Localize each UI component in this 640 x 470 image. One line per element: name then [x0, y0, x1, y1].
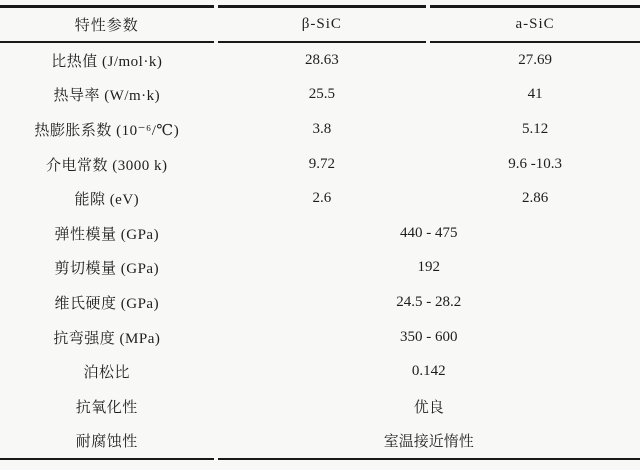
value-cell-a-sic: 9.6 -10.3 [508, 155, 562, 172]
row-label: 泊松比 [83, 365, 131, 382]
row-label: 能隙 (eV) [74, 192, 140, 209]
column-header-2: a-SiC [430, 5, 640, 43]
table-row [0, 78, 640, 113]
row-label: 维氏硬度 (GPa) [54, 295, 160, 312]
value-cell-merged: 192 [417, 259, 441, 276]
table-row [0, 320, 640, 355]
row-label: 热膨胀系数 (10⁻⁶/℃) [34, 122, 180, 139]
row-label: 耐腐蚀性 [0, 424, 214, 461]
row-label: 抗氧化性 [75, 399, 138, 416]
sic-properties-table [0, 5, 640, 460]
row-label: 介电常数 (3000 k) [46, 157, 168, 174]
value-cell-a-sic: 2.86 [521, 190, 549, 207]
value-cell-beta-sic: 9.72 [308, 155, 335, 172]
table-row [0, 389, 640, 424]
value-cell-merged: 0.142 [411, 363, 446, 380]
value-cell-merged: 24.5 - 28.2 [396, 293, 462, 310]
table-row [0, 251, 640, 286]
table-row [0, 216, 640, 251]
value-cell-beta-sic: 2.6 [312, 190, 332, 207]
value-cell-beta-sic: 28.63 [305, 51, 339, 68]
table-row [0, 285, 640, 320]
value-cell-a-sic: 27.69 [518, 51, 552, 68]
row-label: 热导率 (W/m·k) [53, 88, 161, 105]
row-label: 比热值 (J/mol·k) [51, 53, 163, 70]
table-row [0, 181, 640, 216]
table-row [0, 112, 640, 147]
value-cell-beta-sic: 3.8 [312, 120, 332, 137]
table-row [0, 424, 640, 461]
value-cell-a-sic: 41 [527, 86, 543, 103]
table-row [0, 43, 640, 78]
row-label: 弹性模量 (GPa) [54, 226, 160, 243]
table-row [0, 354, 640, 389]
value-cell-merged: 室温接近惰性 [218, 424, 640, 461]
column-header-0: 特性参数 [0, 5, 214, 43]
row-label: 抗弯强度 (MPa) [53, 330, 161, 347]
value-cell-a-sic: 5.12 [521, 120, 549, 137]
column-header-1: β-SiC [218, 5, 427, 43]
row-label: 剪切模量 (GPa) [54, 261, 160, 278]
table-row [0, 147, 640, 182]
value-cell-beta-sic: 25.5 [308, 86, 335, 103]
value-cell-merged: 440 - 475 [400, 224, 458, 241]
value-cell-merged: 350 - 600 [400, 328, 458, 345]
header-row [0, 5, 640, 43]
value-cell-merged: 优良 [413, 399, 444, 416]
